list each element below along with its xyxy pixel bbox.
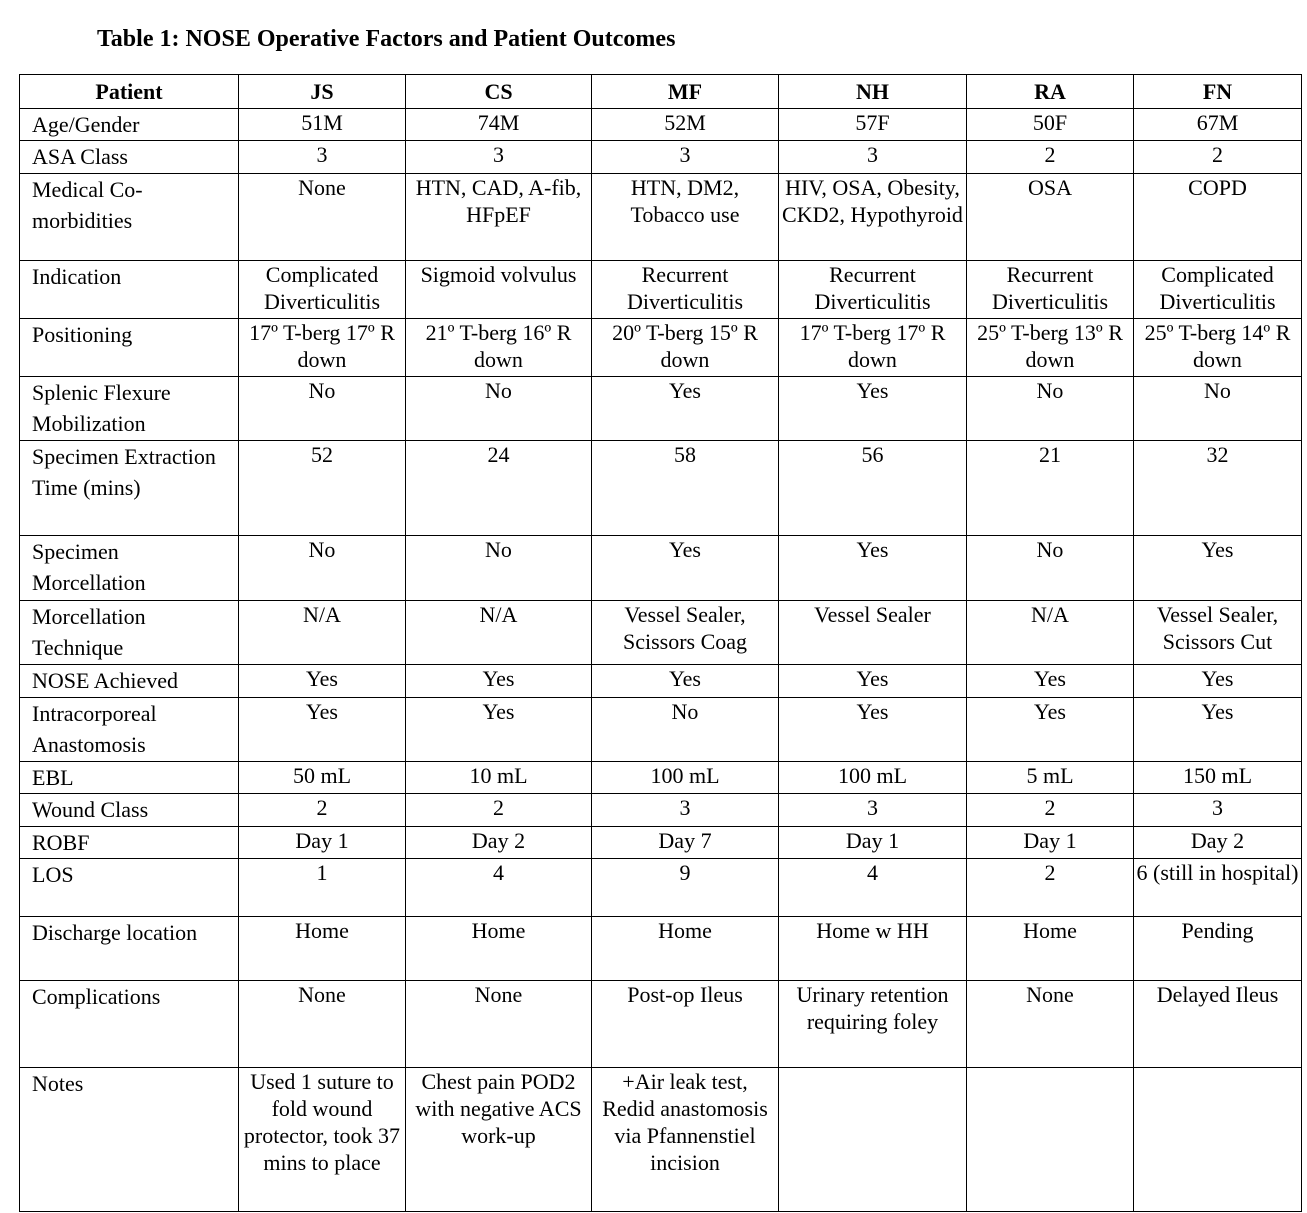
table-cell: Yes [967,665,1134,698]
table-cell: 50 mL [239,762,406,794]
table-cell: No [967,536,1134,601]
row-label: Indication [20,261,239,319]
header-patient-cs: CS [406,75,592,109]
table-cell: 17º T-berg 17º R down [239,319,406,377]
table-cell: 21 [967,441,1134,536]
table-row [20,827,1302,859]
table-cell: Yes [406,665,592,698]
table-cell: 56 [779,441,967,536]
table-cell: Recurrent Diverticulitis [779,261,967,319]
table-cell: 58 [592,441,779,536]
table-cell: 21º T-berg 16º R down [406,319,592,377]
table-cell: Yes [779,665,967,698]
table-cell: 3 [592,794,779,827]
table-cell: 3 [779,141,967,174]
row-label: Notes [20,1068,239,1212]
table-cell: No [967,377,1134,441]
row-label: Wound Class [20,794,239,827]
table-cell: Used 1 suture to fold wound protector, took 37 mins to place [239,1068,406,1212]
row-label: ASA Class [20,141,239,174]
table-cell: HTN, DM2, Tobacco use [592,174,779,261]
table-row [20,174,1302,261]
table-cell: 3 [779,794,967,827]
table-cell: No [1134,377,1302,441]
table-row [20,859,1302,917]
header-patient-label: Patient [20,75,239,109]
header-patient-js: JS [239,75,406,109]
table-cell: 50F [967,109,1134,141]
table-cell: 74M [406,109,592,141]
table-cell: Pending [1134,917,1302,981]
table-cell: Vessel Sealer [779,601,967,665]
row-label: Specimen Morcellation [20,536,239,601]
table-cell: +Air leak test, Redid anastomosis via Pfannenstiel incision [592,1068,779,1212]
table-cell: 25º T-berg 13º R down [967,319,1134,377]
table-cell: Yes [239,698,406,762]
row-label: Splenic Flexure Mobilization [20,377,239,441]
table-cell: 2 [1134,141,1302,174]
table-title: Table 1: NOSE Operative Factors and Patient Outcomes [97,26,676,52]
table-cell: 3 [592,141,779,174]
table-cell: Sigmoid volvulus [406,261,592,319]
table-cell: Home [592,917,779,981]
table-cell: Complicated Diverticulitis [1134,261,1302,319]
table-cell: 3 [406,141,592,174]
table-cell: 52 [239,441,406,536]
table-cell: Yes [406,698,592,762]
table-row [20,1068,1302,1212]
table-cell: No [592,698,779,762]
table-cell: 5 mL [967,762,1134,794]
table-cell: Post-op Ileus [592,981,779,1068]
row-label: Positioning [20,319,239,377]
table-cell: Day 2 [406,827,592,859]
table-cell: Chest pain POD2 with negative ACS work-up [406,1068,592,1212]
table-cell [779,1068,967,1212]
table-cell: Day 1 [967,827,1134,859]
table-cell: No [406,377,592,441]
table-cell: 10 mL [406,762,592,794]
table-cell: HIV, OSA, Obesity, CKD2, Hypothyroid [779,174,967,261]
outcomes-table [19,74,1302,1212]
table-cell: 3 [239,141,406,174]
table-cell: 4 [779,859,967,917]
table-row [20,141,1302,174]
table-row [20,698,1302,762]
row-label: EBL [20,762,239,794]
table-cell: Recurrent Diverticulitis [967,261,1134,319]
table-cell: 9 [592,859,779,917]
table-cell: 100 mL [779,762,967,794]
table-row [20,377,1302,441]
table-cell: 57F [779,109,967,141]
table-cell: Yes [779,377,967,441]
table-cell: 67M [1134,109,1302,141]
row-label: Complications [20,981,239,1068]
table-row [20,109,1302,141]
table-row [20,981,1302,1068]
table-cell: None [406,981,592,1068]
table-cell: 4 [406,859,592,917]
header-patient-ra: RA [967,75,1134,109]
table-cell: Yes [592,665,779,698]
table-cell: 2 [239,794,406,827]
table-cell: No [239,377,406,441]
table-cell: Yes [967,698,1134,762]
table-cell: Home [239,917,406,981]
table-cell: 2 [967,859,1134,917]
table-cell: Home [967,917,1134,981]
table-cell: Yes [1134,665,1302,698]
header-patient-mf: MF [592,75,779,109]
table-cell: 52M [592,109,779,141]
table-cell: N/A [406,601,592,665]
table-cell: Day 7 [592,827,779,859]
row-label: Medical Co-morbidities [20,174,239,261]
table-cell: COPD [1134,174,1302,261]
row-label: Specimen Extraction Time (mins) [20,441,239,536]
table-cell [967,1068,1134,1212]
table-cell: Vessel Sealer, Scissors Cut [1134,601,1302,665]
table-cell: None [967,981,1134,1068]
table-cell: Day 2 [1134,827,1302,859]
row-label: NOSE Achieved [20,665,239,698]
table-cell: Home [406,917,592,981]
table-cell: Yes [1134,698,1302,762]
table-cell: 1 [239,859,406,917]
header-patient-fn: FN [1134,75,1302,109]
table-cell: 20º T-berg 15º R down [592,319,779,377]
table-cell: 17º T-berg 17º R down [779,319,967,377]
table-row [20,261,1302,319]
table-cell: Yes [779,536,967,601]
table-cell: Vessel Sealer, Scissors Coag [592,601,779,665]
row-label: Intracorporeal Anastomosis [20,698,239,762]
header-row [20,75,1302,109]
table-cell: Yes [592,377,779,441]
table-cell: 6 (still in hospital) [1134,859,1302,917]
table-row [20,536,1302,601]
table-cell: N/A [239,601,406,665]
table-cell: Yes [592,536,779,601]
table-cell: 2 [967,794,1134,827]
table-cell: None [239,174,406,261]
table-cell: 2 [406,794,592,827]
table-row [20,762,1302,794]
table-cell: N/A [967,601,1134,665]
table-cell: Home w HH [779,917,967,981]
header-patient-nh: NH [779,75,967,109]
table-cell: 100 mL [592,762,779,794]
table-row [20,319,1302,377]
row-label: ROBF [20,827,239,859]
table-cell: None [239,981,406,1068]
table-cell: 24 [406,441,592,536]
table-cell: Yes [239,665,406,698]
table-cell: Yes [1134,536,1302,601]
table-cell: Yes [779,698,967,762]
table-cell: Delayed Ileus [1134,981,1302,1068]
table-cell: OSA [967,174,1134,261]
table-row [20,601,1302,665]
table-row [20,665,1302,698]
table-cell: Complicated Diverticulitis [239,261,406,319]
table-cell: Day 1 [239,827,406,859]
row-label: Age/Gender [20,109,239,141]
table-cell: 51M [239,109,406,141]
table-cell: No [239,536,406,601]
table-cell [1134,1068,1302,1212]
table-cell: 3 [1134,794,1302,827]
row-label: Discharge location [20,917,239,981]
table-row [20,794,1302,827]
table-cell: 2 [967,141,1134,174]
table-cell: HTN, CAD, A-fib, HFpEF [406,174,592,261]
table-cell: 32 [1134,441,1302,536]
table-row [20,441,1302,536]
table-cell: No [406,536,592,601]
table-cell: 25º T-berg 14º R down [1134,319,1302,377]
row-label: Morcellation Technique [20,601,239,665]
table-cell: 150 mL [1134,762,1302,794]
table-cell: Urinary retention requiring foley [779,981,967,1068]
table-cell: Day 1 [779,827,967,859]
row-label: LOS [20,859,239,917]
table-cell: Recurrent Diverticulitis [592,261,779,319]
table-row [20,917,1302,981]
